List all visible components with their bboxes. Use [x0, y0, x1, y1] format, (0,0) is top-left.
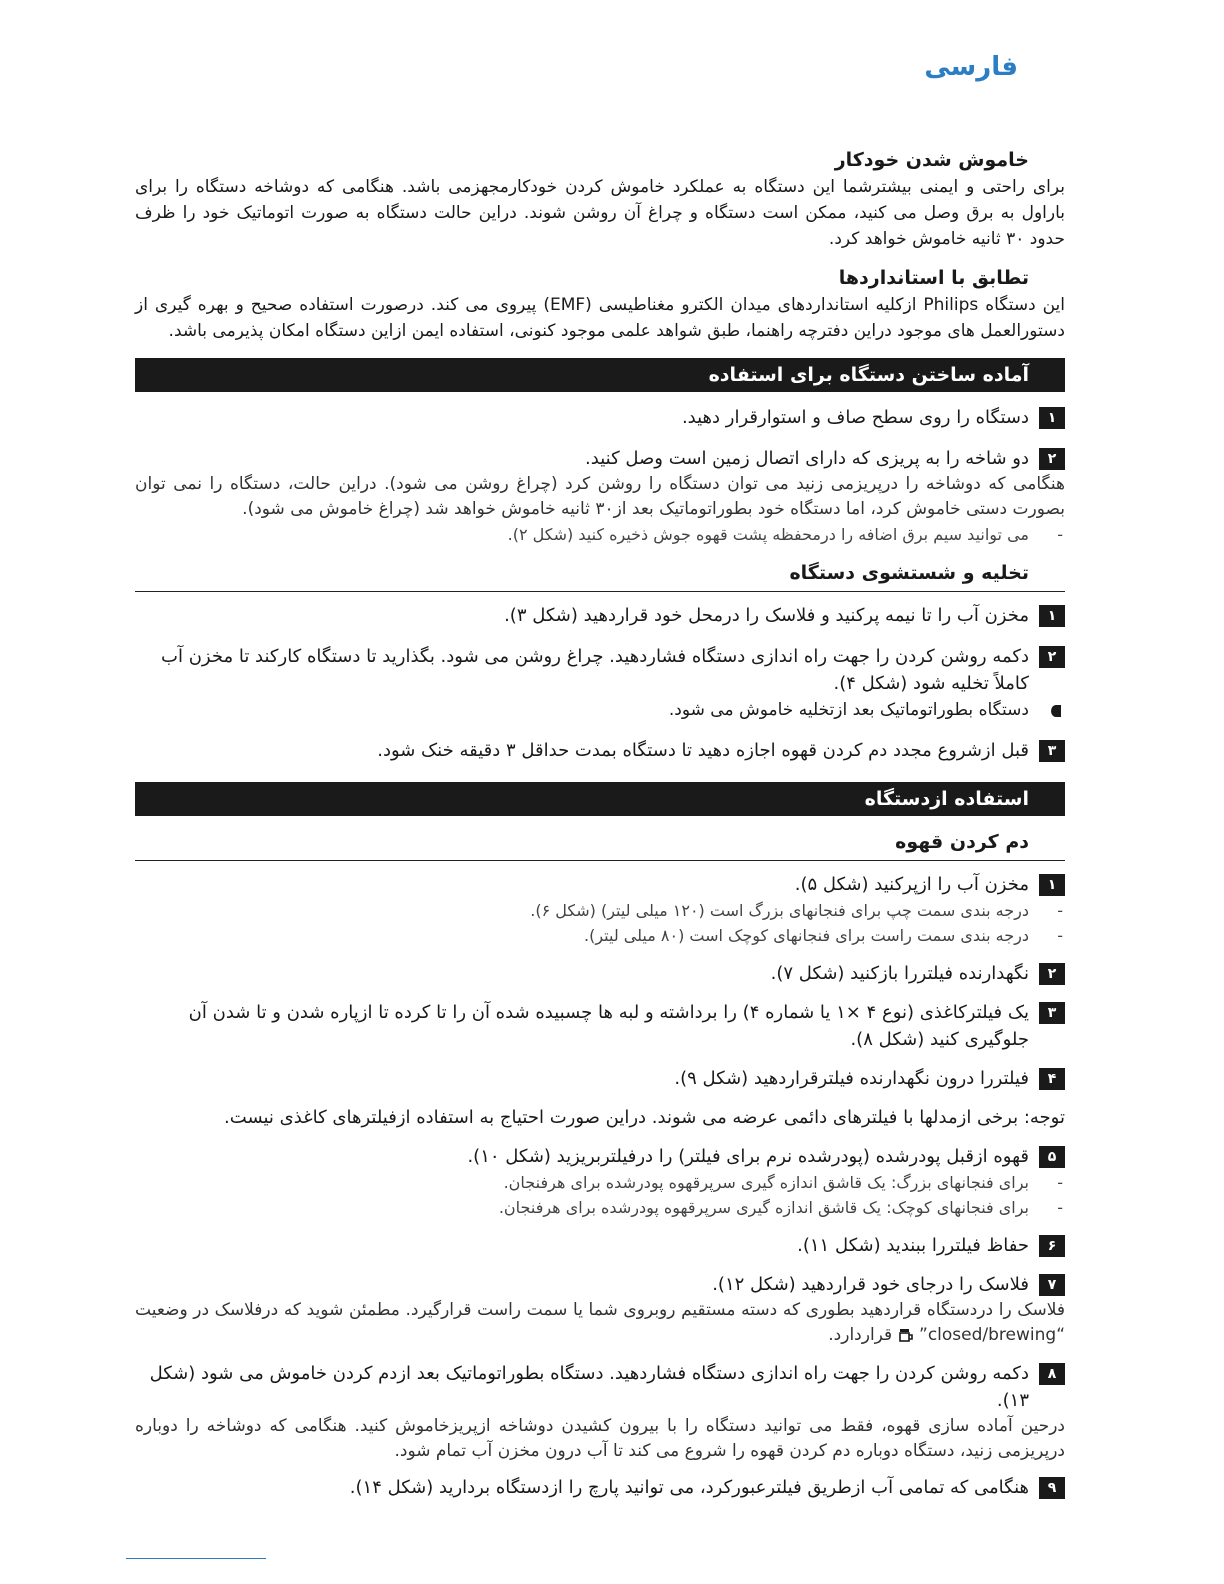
dash-marker: - — [1057, 525, 1063, 544]
use-dash-3 — [135, 1170, 1065, 1195]
step-text: هنگامی که تمامی آب ازطریق فیلترعبورکرد، می توانید پارچ را ازدستگاه بردارید (شکل ۱۴). — [349, 1477, 1029, 1498]
step-number: ۲ — [1039, 448, 1065, 470]
flush-step-2 — [135, 643, 1065, 697]
step-text: دکمه روشن کردن را جهت راه اندازی دستگاه فشاردهید. چراغ روشن می شود. بگذارید تا دستگاه کارکند تا مخزن آب کاملاً تخلیه شود (شکل ۴). — [161, 646, 1029, 694]
dash-text: درجه بندی سمت چپ برای فنجانهای بزرگ است (۱۲۰ میلی لیتر) (شکل ۶). — [530, 901, 1029, 920]
prepare-dash-1 — [135, 522, 1065, 547]
dash-text: برای فنجانهای کوچک: یک قاشق اندازه گیری سرپرقهوه پودرشده برای هرفنجان. — [498, 1198, 1029, 1217]
flush-step-3 — [135, 737, 1065, 764]
step-text: مخزن آب را تا نیمه پرکنید و فلاسک را درمحل خود قراردهید (شکل ۳). — [504, 605, 1029, 626]
bullet-text: دستگاه بطوراتوماتیک بعد ازتخلیه خاموش می شود. — [668, 700, 1029, 720]
use-step-5 — [135, 1143, 1065, 1170]
use-step-7 — [135, 1271, 1065, 1298]
use-step-6 — [135, 1232, 1065, 1259]
step-number: ۶ — [1039, 1235, 1065, 1257]
use-step-3 — [135, 999, 1065, 1053]
step-number: ۳ — [1039, 740, 1065, 762]
note-text-end: قراردارد. — [828, 1325, 893, 1345]
prepare-step-2 — [135, 445, 1065, 472]
step-text: حفاظ فیلتررا ببندید (شکل ۱۱). — [797, 1235, 1029, 1256]
standards-heading: تطابق با استانداردها — [838, 267, 1029, 289]
step-text: نگهدارنده فیلتررا بازکنید (شکل ۷). — [770, 963, 1029, 984]
step-number: ۴ — [1039, 1068, 1065, 1090]
use-step-2 — [135, 960, 1065, 987]
section-bar-use: استفاده ازدستگاه — [135, 782, 1065, 816]
step-number: ۹ — [1039, 1477, 1065, 1499]
brew-heading: دم کردن قهوه — [135, 828, 1065, 861]
use-step-4 — [135, 1065, 1065, 1092]
step-text: دکمه روشن کردن را جهت راه اندازی دستگاه فشاردهید. دستگاه بطوراتوماتیک بعد ازدم کردن خاموش می شود (شکل ۱۳). — [149, 1363, 1029, 1411]
step-text: فلاسک را درجای خود قراردهید (شکل ۱۲). — [712, 1274, 1029, 1295]
flush-heading: تخلیه و شستشوی دستگاه — [135, 559, 1065, 592]
step-number: ۲ — [1039, 646, 1065, 668]
dash-text: درجه بندی سمت راست برای فنجانهای کوچک است (۸۰ میلی لیتر). — [584, 926, 1029, 945]
step-text: فیلتررا درون نگهدارنده فیلترقراردهید (شکل ۹). — [674, 1068, 1029, 1089]
dash-text: می توانید سیم برق اضافه را درمحفظه پشت قهوه جوش ذخیره کنید (شکل ۲). — [507, 525, 1029, 544]
flush-bullet-1 — [135, 697, 1065, 723]
step-number: ۱ — [1039, 605, 1065, 627]
step-text: قبل ازشروع مجدد دم کردن قهوه اجازه دهید تا دستگاه بمدت حداقل ۳ دقیقه خنک شود. — [377, 740, 1029, 761]
use-step-9 — [135, 1474, 1065, 1501]
dash-text: برای فنجانهای بزرگ: یک قاشق اندازه گیری سرپرقهوه پودرشده برای هرفنجان. — [503, 1173, 1029, 1192]
use-step-1 — [135, 871, 1065, 898]
step-text: دو شاخه را به پریزی که دارای اتصال زمین است وصل کنید. — [585, 448, 1029, 469]
use-dash-1 — [135, 898, 1065, 923]
use-note-2 — [135, 1298, 1065, 1348]
step-number: ۷ — [1039, 1274, 1065, 1296]
standards-text: این دستگاه Philips ازکلیه استانداردهای میدان الکترو مغناطیسی (EMF) پیروی می کند. درصورت استفاده صحیح و بهره گیری از دستورالعمل های موجود دراین دفترچه راهنما، طبق شواهد علمی موجود کنونی، استفاده ایمن ازاین دستگاه امکان پذیرمی باشد. — [135, 295, 1066, 341]
flush-step-1 — [135, 602, 1065, 629]
step-number: ۸ — [1039, 1363, 1065, 1385]
use-dash-2 — [135, 923, 1065, 948]
page-content — [135, 140, 1065, 1501]
closed-brewing-icon — [898, 1328, 914, 1342]
note-text: فلاسک را دردستگاه قراردهید بطوری که دسته مستقیم روبروی شما یا سمت راست قرارگیرد. مطمئن شوید که درفلاسک در وضعیت “closed/brewing” — [135, 1300, 1065, 1345]
prepare-note: هنگامی که دوشاخه را درپریزمی زنید می توان دستگاه را روشن کرد (چراغ روشن می شود). دراین حالت، دستگاه را نمی توان بصورت دستی خاموش کرد، اما دستگاه خود بطوراتوماتیک بعد از۳۰ ثانیه خاموش خواهد شد (چراغ خاموش می شود). — [135, 474, 1065, 519]
dash-marker: - — [1057, 1173, 1063, 1192]
dash-marker: - — [1057, 926, 1063, 945]
use-note-1: توجه: برخی ازمدلها با فیلترهای دائمی عرضه می شوند. دراین صورت احتیاج به استفاده ازفیلترهای کاغذی نیست. — [224, 1107, 1065, 1128]
use-step-8 — [135, 1360, 1065, 1414]
step-number: ۲ — [1039, 963, 1065, 985]
auto-off-text: برای راحتی و ایمنی بیشترشما این دستگاه به عملکرد خاموش کردن خودکارمجهزمی باشد. هنگامی که دوشاخه دستگاه را برای باراول به برق وصل می کنید، ممکن است دستگاه و چراغ آن روشن شوند. دراین حالت دستگاه به صورت اتوماتیک خود را ظرف حدود ۳۰ ثانیه خاموش خواهد کرد. — [135, 177, 1065, 249]
step-text: مخزن آب را ازپرکنید (شکل ۵). — [794, 874, 1029, 895]
auto-off-heading: خاموش شدن خودکار — [834, 149, 1029, 171]
step-number: ۵ — [1039, 1146, 1065, 1168]
step-number: ۱ — [1039, 407, 1065, 429]
use-note-3: درحین آماده سازی قهوه، فقط می توانید دستگاه را با بیرون کشیدن دوشاخه ازپریزخاموش کنید. هنگامی که دوشاخه را دوباره درپریزمی زنید، دستگاه دوباره دم کردن قهوه را شروع می کند تا آب درون مخزن آب تمام شود. — [135, 1416, 1065, 1461]
use-dash-4 — [135, 1195, 1065, 1220]
prepare-step-1 — [135, 404, 1065, 431]
step-text: یک فیلترکاغذی (نوع ۴ ×۱ یا شماره ۴) را برداشته و لبه ها چسبیده شده آن را تا کرده تا ازپاره شدن و تا شدن آن جلوگیری کنید (شکل ۸). — [188, 1002, 1029, 1050]
step-text: دستگاه را روی سطح صاف و استوارقرار دهید. — [681, 407, 1029, 428]
section-bar-prepare: آماده ساختن دستگاه برای استفاده — [135, 358, 1065, 392]
footer-rule — [126, 1558, 266, 1559]
step-number: ۱ — [1039, 874, 1065, 896]
language-title: فارسی — [924, 52, 1018, 82]
step-text: قهوه ازقبل پودرشده (پودرشده نرم برای فیلتر) را درفیلتربریزید (شکل ۱۰). — [467, 1146, 1029, 1167]
bullet-icon — [1051, 705, 1061, 717]
dash-marker: - — [1057, 901, 1063, 920]
step-number: ۳ — [1039, 1002, 1065, 1024]
dash-marker: - — [1057, 1198, 1063, 1217]
